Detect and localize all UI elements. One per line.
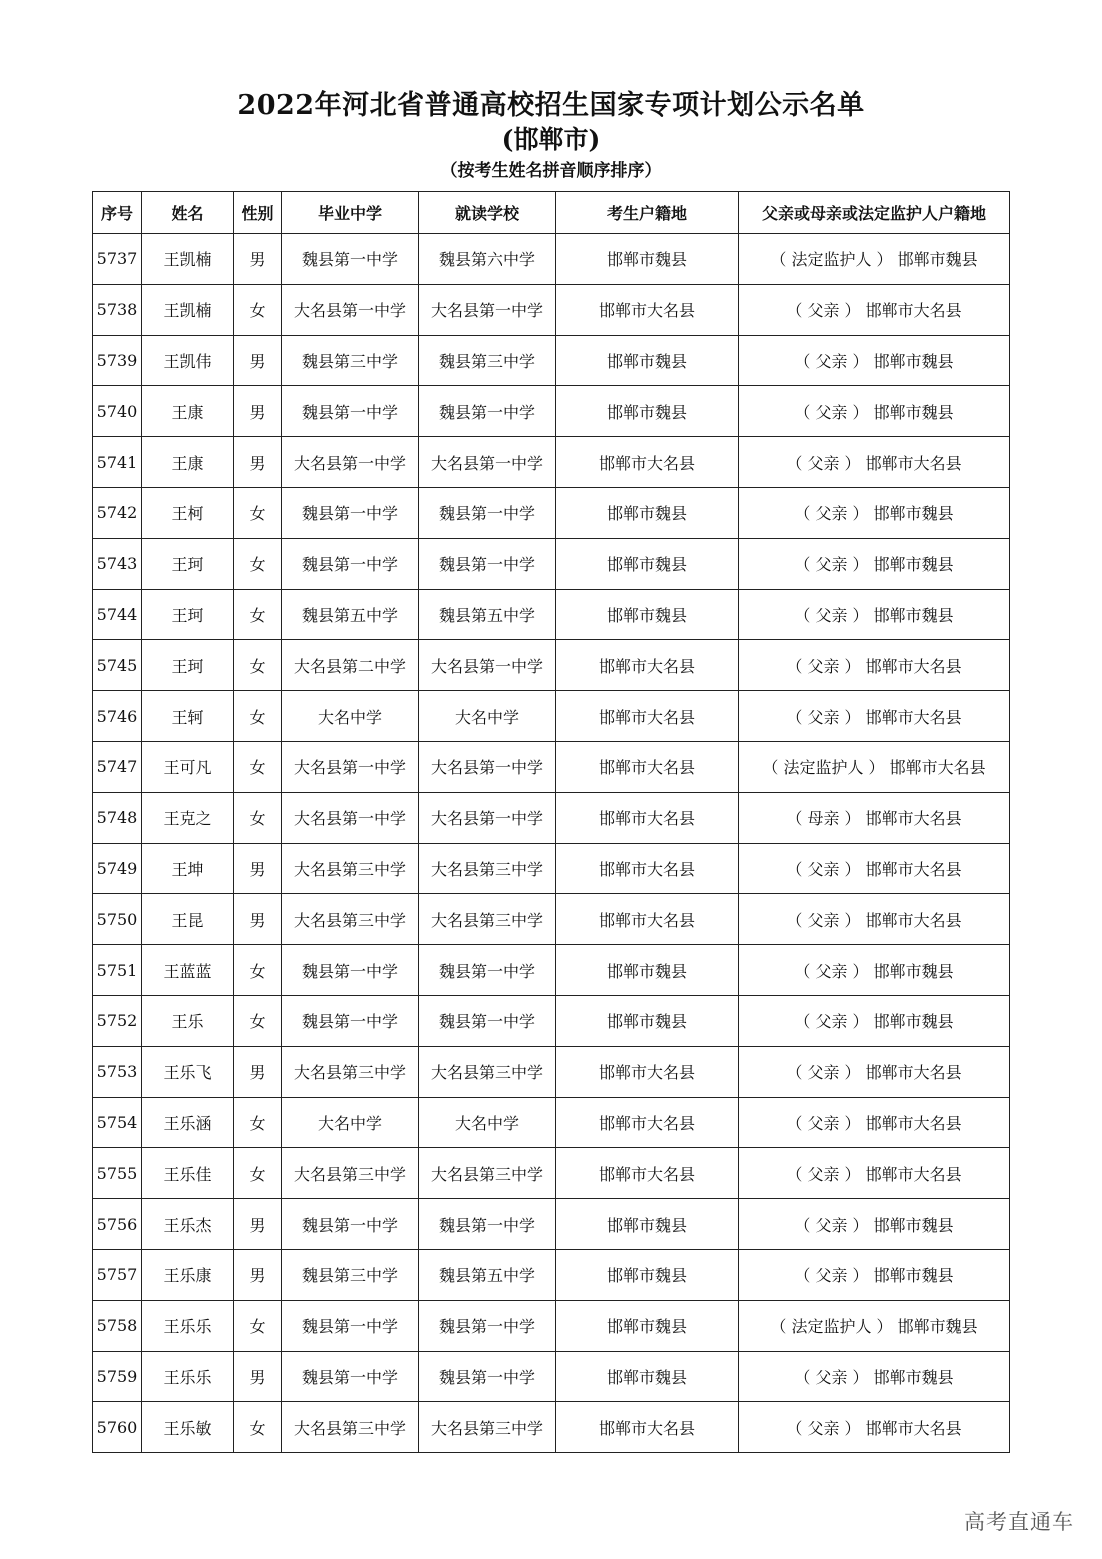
cell-name: 王乐乐: [142, 1300, 234, 1351]
cell-gender: 女: [234, 945, 282, 996]
cell-gender: 男: [234, 386, 282, 437]
cell-household-registration: 邯郸市魏县: [556, 1351, 739, 1402]
table-row: [93, 284, 1010, 335]
cell-graduated-school: 魏县第三中学: [282, 335, 419, 386]
table-row: [93, 589, 1010, 640]
cell-household-registration: 邯郸市魏县: [556, 589, 739, 640]
cell-household-registration: 邯郸市大名县: [556, 1402, 739, 1453]
cell-guardian-registration: （ 父亲 ） 邯郸市大名县: [739, 1402, 1010, 1453]
cell-graduated-school: 魏县第一中学: [282, 538, 419, 589]
table-row: [93, 1199, 1010, 1250]
header-current-school: 就读学校: [419, 192, 556, 234]
cell-graduated-school: 大名县第三中学: [282, 1148, 419, 1199]
table-row: [93, 1249, 1010, 1300]
table-row: [93, 538, 1010, 589]
cell-gender: 女: [234, 1402, 282, 1453]
cell-graduated-school: 魏县第一中学: [282, 995, 419, 1046]
document-title: 2022年河北省普通高校招生国家专项计划公示名单: [237, 90, 865, 121]
cell-household-registration: 邯郸市魏县: [556, 1300, 739, 1351]
cell-graduated-school: 大名县第三中学: [282, 894, 419, 945]
cell-household-registration: 邯郸市魏县: [556, 487, 739, 538]
cell-graduated-school: 大名县第二中学: [282, 640, 419, 691]
cell-gender: 女: [234, 487, 282, 538]
cell-guardian-registration: （ 法定监护人 ） 邯郸市大名县: [739, 741, 1010, 792]
cell-current-school: 魏县第五中学: [419, 589, 556, 640]
table-row: [93, 843, 1010, 894]
table-row: [93, 741, 1010, 792]
cell-seq: 5754: [93, 1097, 142, 1148]
cell-household-registration: 邯郸市魏县: [556, 234, 739, 285]
cell-seq: 5751: [93, 945, 142, 996]
cell-current-school: 大名中学: [419, 1097, 556, 1148]
cell-current-school: 大名县第一中学: [419, 792, 556, 843]
cell-guardian-registration: （ 父亲 ） 邯郸市大名县: [739, 843, 1010, 894]
table-row: [93, 487, 1010, 538]
header-guardian-registration: 父亲或母亲或法定监护人户籍地: [739, 192, 1010, 234]
cell-guardian-registration: （ 父亲 ） 邯郸市魏县: [739, 1249, 1010, 1300]
cell-household-registration: 邯郸市魏县: [556, 1249, 739, 1300]
cell-name: 王乐杰: [142, 1199, 234, 1250]
watermark: 高考直通车: [964, 1510, 1074, 1534]
cell-gender: 女: [234, 691, 282, 742]
cell-household-registration: 邯郸市大名县: [556, 1097, 739, 1148]
cell-household-registration: 邯郸市大名县: [556, 792, 739, 843]
cell-gender: 女: [234, 741, 282, 792]
cell-current-school: 魏县第六中学: [419, 234, 556, 285]
cell-graduated-school: 大名中学: [282, 691, 419, 742]
table-row: [93, 640, 1010, 691]
cell-household-registration: 邯郸市魏县: [556, 945, 739, 996]
cell-graduated-school: 大名县第一中学: [282, 792, 419, 843]
cell-seq: 5746: [93, 691, 142, 742]
cell-name: 王乐乐: [142, 1351, 234, 1402]
cell-name: 王康: [142, 437, 234, 488]
cell-guardian-registration: （ 父亲 ） 邯郸市魏县: [739, 1199, 1010, 1250]
cell-graduated-school: 大名县第三中学: [282, 843, 419, 894]
cell-name: 王可凡: [142, 741, 234, 792]
cell-current-school: 魏县第一中学: [419, 1351, 556, 1402]
cell-current-school: 魏县第一中学: [419, 487, 556, 538]
table-row: [93, 894, 1010, 945]
cell-seq: 5749: [93, 843, 142, 894]
cell-current-school: 大名县第三中学: [419, 894, 556, 945]
cell-seq: 5757: [93, 1249, 142, 1300]
cell-household-registration: 邯郸市魏县: [556, 995, 739, 1046]
cell-guardian-registration: （ 父亲 ） 邯郸市大名县: [739, 1046, 1010, 1097]
cell-graduated-school: 魏县第一中学: [282, 1351, 419, 1402]
cell-seq: 5745: [93, 640, 142, 691]
cell-household-registration: 邯郸市大名县: [556, 691, 739, 742]
cell-graduated-school: 大名县第三中学: [282, 1402, 419, 1453]
cell-guardian-registration: （ 父亲 ） 邯郸市魏县: [739, 589, 1010, 640]
cell-gender: 女: [234, 640, 282, 691]
cell-gender: 女: [234, 1097, 282, 1148]
cell-guardian-registration: （ 父亲 ） 邯郸市大名县: [739, 691, 1010, 742]
cell-seq: 5747: [93, 741, 142, 792]
cell-name: 王柯: [142, 487, 234, 538]
cell-household-registration: 邯郸市大名县: [556, 894, 739, 945]
cell-seq: 5758: [93, 1300, 142, 1351]
cell-guardian-registration: （ 父亲 ） 邯郸市大名县: [739, 1097, 1010, 1148]
header-name: 姓名: [142, 192, 234, 234]
cell-gender: 男: [234, 1199, 282, 1250]
cell-current-school: 大名县第三中学: [419, 1046, 556, 1097]
cell-household-registration: 邯郸市魏县: [556, 1199, 739, 1250]
cell-gender: 女: [234, 589, 282, 640]
cell-seq: 5740: [93, 386, 142, 437]
header-seq: 序号: [93, 192, 142, 234]
cell-name: 王珂: [142, 538, 234, 589]
cell-graduated-school: 魏县第一中学: [282, 1199, 419, 1250]
cell-seq: 5753: [93, 1046, 142, 1097]
cell-current-school: 魏县第一中学: [419, 538, 556, 589]
cell-seq: 5756: [93, 1199, 142, 1250]
table-row: [93, 1351, 1010, 1402]
cell-seq: 5738: [93, 284, 142, 335]
cell-guardian-registration: （ 父亲 ） 邯郸市魏县: [739, 487, 1010, 538]
cell-name: 王珂: [142, 589, 234, 640]
cell-graduated-school: 魏县第三中学: [282, 1249, 419, 1300]
cell-graduated-school: 魏县第一中学: [282, 487, 419, 538]
cell-household-registration: 邯郸市大名县: [556, 1148, 739, 1199]
table-header-row: [93, 192, 1010, 234]
cell-gender: 男: [234, 437, 282, 488]
cell-name: 王凯楠: [142, 284, 234, 335]
cell-name: 王坤: [142, 843, 234, 894]
table-row: [93, 945, 1010, 996]
cell-household-registration: 邯郸市魏县: [556, 538, 739, 589]
table-body: [93, 234, 1010, 1453]
table-row: [93, 792, 1010, 843]
header-graduated-school: 毕业中学: [282, 192, 419, 234]
cell-current-school: 魏县第一中学: [419, 945, 556, 996]
cell-guardian-registration: （ 父亲 ） 邯郸市魏县: [739, 945, 1010, 996]
table-row: [93, 1300, 1010, 1351]
cell-gender: 女: [234, 538, 282, 589]
cell-seq: 5750: [93, 894, 142, 945]
cell-graduated-school: 魏县第一中学: [282, 386, 419, 437]
cell-guardian-registration: （ 父亲 ） 邯郸市大名县: [739, 640, 1010, 691]
cell-graduated-school: 魏县第一中学: [282, 234, 419, 285]
cell-name: 王乐: [142, 995, 234, 1046]
cell-gender: 女: [234, 792, 282, 843]
cell-guardian-registration: （ 父亲 ） 邯郸市大名县: [739, 1148, 1010, 1199]
table-row: [93, 691, 1010, 742]
cell-guardian-registration: （ 父亲 ） 邯郸市大名县: [739, 284, 1010, 335]
cell-name: 王克之: [142, 792, 234, 843]
cell-current-school: 大名县第三中学: [419, 843, 556, 894]
cell-gender: 女: [234, 1148, 282, 1199]
document-subtitle-order: （按考生姓名拼音顺序排序）: [440, 161, 662, 181]
cell-name: 王凯伟: [142, 335, 234, 386]
cell-household-registration: 邯郸市大名县: [556, 437, 739, 488]
cell-guardian-registration: （ 法定监护人 ） 邯郸市魏县: [739, 1300, 1010, 1351]
cell-household-registration: 邯郸市魏县: [556, 386, 739, 437]
cell-household-registration: 邯郸市大名县: [556, 843, 739, 894]
cell-graduated-school: 大名县第三中学: [282, 1046, 419, 1097]
cell-graduated-school: 大名中学: [282, 1097, 419, 1148]
cell-name: 王乐康: [142, 1249, 234, 1300]
cell-gender: 女: [234, 995, 282, 1046]
document-subtitle-city: (邯郸市): [501, 125, 601, 154]
cell-guardian-registration: （ 法定监护人 ） 邯郸市魏县: [739, 234, 1010, 285]
cell-guardian-registration: （ 父亲 ） 邯郸市魏县: [739, 335, 1010, 386]
roster-table: [92, 191, 1010, 1453]
cell-household-registration: 邯郸市大名县: [556, 640, 739, 691]
cell-name: 王乐涵: [142, 1097, 234, 1148]
cell-name: 王珂: [142, 640, 234, 691]
cell-guardian-registration: （ 父亲 ） 邯郸市魏县: [739, 538, 1010, 589]
cell-seq: 5748: [93, 792, 142, 843]
cell-household-registration: 邯郸市大名县: [556, 1046, 739, 1097]
cell-gender: 男: [234, 234, 282, 285]
cell-guardian-registration: （ 父亲 ） 邯郸市魏县: [739, 995, 1010, 1046]
cell-seq: 5741: [93, 437, 142, 488]
cell-name: 王昆: [142, 894, 234, 945]
cell-name: 王乐飞: [142, 1046, 234, 1097]
header-gender: 性别: [234, 192, 282, 234]
cell-seq: 5743: [93, 538, 142, 589]
table-row: [93, 995, 1010, 1046]
cell-guardian-registration: （ 父亲 ） 邯郸市大名县: [739, 437, 1010, 488]
cell-gender: 男: [234, 1249, 282, 1300]
cell-current-school: 魏县第三中学: [419, 335, 556, 386]
cell-seq: 5742: [93, 487, 142, 538]
cell-seq: 5755: [93, 1148, 142, 1199]
cell-guardian-registration: （ 父亲 ） 邯郸市魏县: [739, 1351, 1010, 1402]
cell-current-school: 大名县第一中学: [419, 640, 556, 691]
cell-guardian-registration: （ 父亲 ） 邯郸市大名县: [739, 894, 1010, 945]
table-row: [93, 1148, 1010, 1199]
table-row: [93, 234, 1010, 285]
cell-guardian-registration: （ 母亲 ） 邯郸市大名县: [739, 792, 1010, 843]
cell-seq: 5752: [93, 995, 142, 1046]
table-row: [93, 386, 1010, 437]
cell-gender: 男: [234, 335, 282, 386]
cell-gender: 男: [234, 1046, 282, 1097]
cell-name: 王轲: [142, 691, 234, 742]
cell-gender: 女: [234, 1300, 282, 1351]
cell-current-school: 魏县第一中学: [419, 995, 556, 1046]
cell-graduated-school: 魏县第五中学: [282, 589, 419, 640]
table-row: [93, 1097, 1010, 1148]
cell-current-school: 魏县第一中学: [419, 1300, 556, 1351]
cell-name: 王乐敏: [142, 1402, 234, 1453]
cell-current-school: 大名县第一中学: [419, 284, 556, 335]
cell-current-school: 大名县第一中学: [419, 741, 556, 792]
cell-current-school: 大名县第三中学: [419, 1148, 556, 1199]
cell-seq: 5739: [93, 335, 142, 386]
cell-graduated-school: 大名县第一中学: [282, 437, 419, 488]
cell-current-school: 大名县第三中学: [419, 1402, 556, 1453]
cell-graduated-school: 魏县第一中学: [282, 945, 419, 996]
cell-current-school: 魏县第一中学: [419, 1199, 556, 1250]
cell-seq: 5744: [93, 589, 142, 640]
title-block: [0, 88, 1102, 184]
cell-name: 王凯楠: [142, 234, 234, 285]
cell-seq: 5759: [93, 1351, 142, 1402]
cell-graduated-school: 大名县第一中学: [282, 284, 419, 335]
cell-household-registration: 邯郸市大名县: [556, 741, 739, 792]
cell-graduated-school: 魏县第一中学: [282, 1300, 419, 1351]
cell-current-school: 魏县第一中学: [419, 386, 556, 437]
cell-gender: 男: [234, 894, 282, 945]
cell-name: 王蓝蓝: [142, 945, 234, 996]
table-row: [93, 1402, 1010, 1453]
cell-gender: 男: [234, 843, 282, 894]
header-household-registration: 考生户籍地: [556, 192, 739, 234]
table-row: [93, 335, 1010, 386]
cell-household-registration: 邯郸市魏县: [556, 335, 739, 386]
cell-name: 王乐佳: [142, 1148, 234, 1199]
cell-guardian-registration: （ 父亲 ） 邯郸市魏县: [739, 386, 1010, 437]
table-row: [93, 437, 1010, 488]
cell-current-school: 大名中学: [419, 691, 556, 742]
cell-household-registration: 邯郸市大名县: [556, 284, 739, 335]
cell-seq: 5760: [93, 1402, 142, 1453]
cell-seq: 5737: [93, 234, 142, 285]
cell-current-school: 大名县第一中学: [419, 437, 556, 488]
cell-current-school: 魏县第五中学: [419, 1249, 556, 1300]
cell-gender: 男: [234, 1351, 282, 1402]
cell-graduated-school: 大名县第一中学: [282, 741, 419, 792]
table-row: [93, 1046, 1010, 1097]
cell-name: 王康: [142, 386, 234, 437]
cell-gender: 女: [234, 284, 282, 335]
